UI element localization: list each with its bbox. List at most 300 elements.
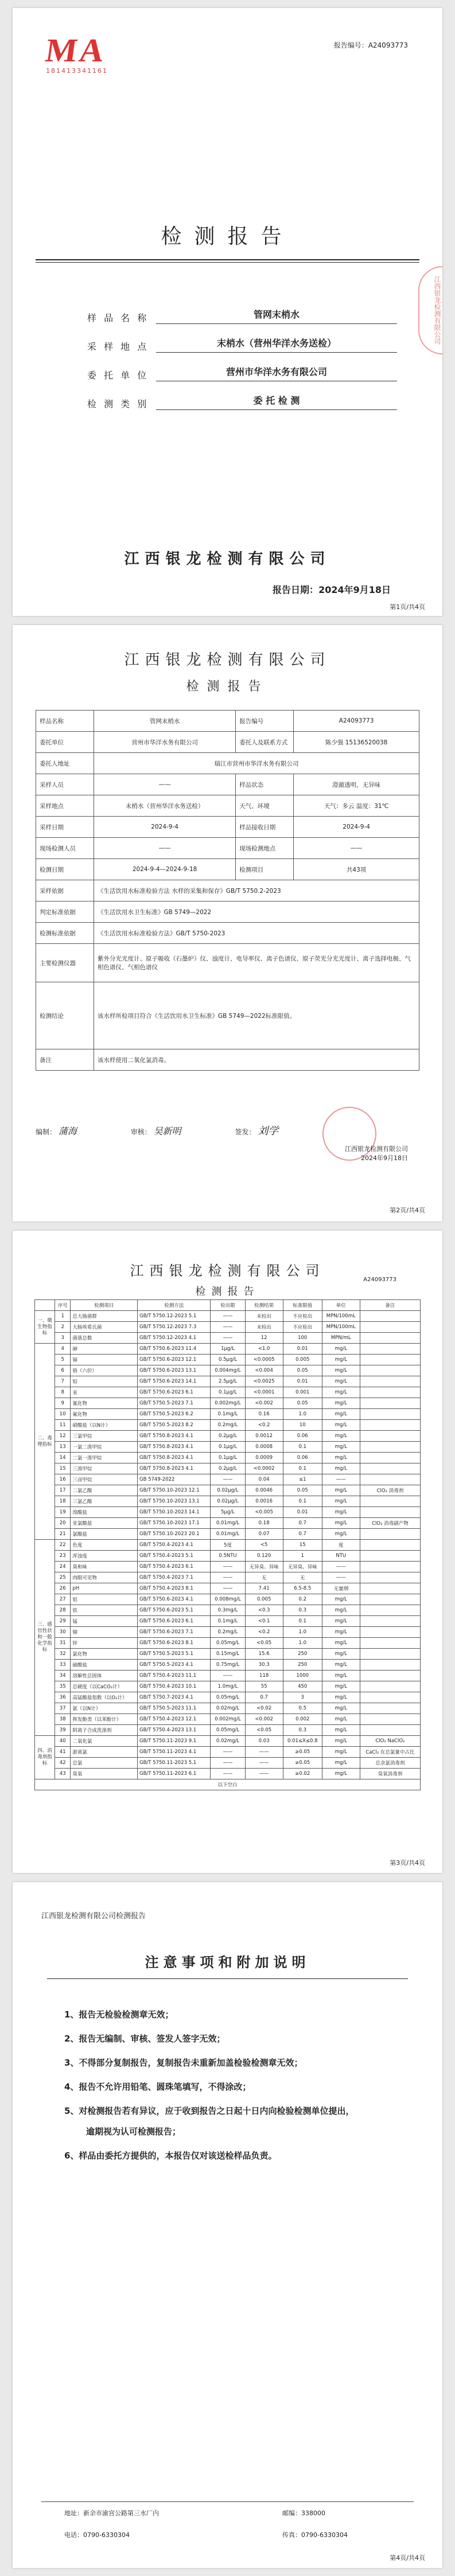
side-seal: 江西银龙检测有限公司 <box>418 266 442 354</box>
field-value: 管网末梢水 <box>156 306 397 324</box>
table-cell: mg/L <box>322 1431 360 1442</box>
table-cell: 三氯乙酸 <box>71 1496 138 1507</box>
table-cell: 12 <box>245 1333 283 1344</box>
cell-label: 采样日期 <box>36 817 94 838</box>
table-row <box>36 817 419 838</box>
table-cell: 28 <box>55 1605 71 1616</box>
table-row <box>36 774 419 795</box>
table-cell <box>360 1463 420 1474</box>
report-page-3 <box>13 1231 442 1873</box>
table-cell: 42 <box>55 1758 71 1769</box>
seal-company: 江西银龙检测有限公司 <box>345 1145 408 1153</box>
column-header <box>35 1300 55 1311</box>
table-cell: <0.05 <box>245 1638 283 1649</box>
table-cell: 0.001 <box>283 1387 322 1398</box>
table-cell: 0.01 <box>283 1344 322 1355</box>
field-row <box>87 335 397 354</box>
signer-label: 审核： <box>130 1128 151 1136</box>
signer-signature: 蒲海 <box>58 1126 77 1137</box>
table-cell: 度 <box>322 1540 360 1551</box>
table-cell <box>360 1344 420 1355</box>
table-cell: 氰化物 <box>71 1398 138 1409</box>
cell-value: 陈少强 15136520038 <box>294 732 419 753</box>
report-page-1 <box>13 8 442 616</box>
table-row <box>35 1365 421 1376</box>
table-cell: 0.02mg/L <box>211 1703 245 1714</box>
report-number: A24093773 <box>363 1277 396 1283</box>
cell-label: 判定标准依据 <box>36 901 94 923</box>
phone-label: 电话： <box>64 2531 83 2539</box>
table-row <box>35 1747 421 1758</box>
table-cell: 高锰酸盐指数（以O₂计） <box>71 1692 138 1703</box>
cell-value: 该水样使用二氧化氯消毒。 <box>94 1049 419 1071</box>
table-row <box>35 1398 421 1409</box>
table-cell: <0.0002 <box>245 1463 283 1474</box>
table-cell: 总氯 <box>71 1758 138 1769</box>
report-page-2 <box>13 625 442 1221</box>
table-cell <box>360 1671 420 1681</box>
table-cell: 不应检出 <box>283 1322 322 1333</box>
table-cell: 铜 <box>71 1627 138 1638</box>
table-cell: —— <box>211 1747 245 1758</box>
table-row <box>35 1442 421 1453</box>
table-row <box>36 982 419 1049</box>
table-cell: 24 <box>55 1562 71 1572</box>
field-label: 检 测 类 别 <box>87 399 149 409</box>
table-row <box>35 1779 421 1790</box>
table-cell: 43 <box>55 1769 71 1779</box>
signer-label: 签发： <box>235 1128 256 1136</box>
table-cell: mg/L <box>322 1398 360 1409</box>
table-row <box>35 1681 421 1692</box>
table-row <box>35 1344 421 1355</box>
table-row <box>35 1431 421 1442</box>
cell-label: 主要检测仪器 <box>36 944 94 982</box>
table-cell: 0.0012 <box>245 1431 283 1442</box>
table-cell: 1.0 <box>283 1638 322 1649</box>
table-cell: MPN/100mL <box>322 1311 360 1322</box>
page-title: 检测报告 <box>186 680 269 694</box>
table-cell: —— <box>322 1562 360 1572</box>
table-cell: 0.2μg/L <box>211 1463 245 1474</box>
table-cell <box>360 1605 420 1616</box>
company-header: 江西银龙检测有限公司检测报告 <box>41 1912 146 1921</box>
table-cell: 22 <box>55 1540 71 1551</box>
table-cell: 0.7 <box>283 1529 322 1540</box>
table-row <box>36 753 419 774</box>
report-number <box>334 40 408 50</box>
table-row <box>35 1725 421 1736</box>
table-cell: 0.1 <box>283 1442 322 1453</box>
report-date-label: 报告日期： <box>273 584 319 595</box>
field-value: 营州市华洋水务有限公司 <box>156 364 397 381</box>
table-cell: <5 <box>245 1540 283 1551</box>
cell-label: 现场检测人员 <box>36 838 94 859</box>
table-row <box>36 795 419 817</box>
table-cell: —— <box>322 1572 360 1583</box>
table-row <box>35 1594 421 1605</box>
table-cell: mg/L <box>322 1627 360 1638</box>
cell-value: 该水样所检项目符合《生活饮用水卫生标准》GB 5749—2022标准限值。 <box>94 982 419 1049</box>
sample-info-table <box>36 710 419 1071</box>
column-header: 检测结果 <box>245 1300 283 1311</box>
table-cell: 9 <box>55 1398 71 1409</box>
cell-value: 澄澈透明，无异味 <box>294 774 419 795</box>
table-cell: GB/T 5750.4-2023 10.1 <box>137 1681 210 1692</box>
table-cell: 0.01mg/L <box>211 1518 245 1529</box>
table-cell: GB/T 5750.4-2023 11.1 <box>137 1671 210 1681</box>
table-cell: GB/T 5750.4-2023 4.1 <box>137 1540 210 1551</box>
table-cell: 三卤甲烷 <box>71 1474 138 1485</box>
table-cell <box>360 1529 420 1540</box>
table-cell: 118 <box>245 1671 283 1681</box>
table-cell: 无量纲 <box>322 1583 360 1594</box>
table-row <box>35 1376 421 1387</box>
table-cell: 0.3 <box>283 1605 322 1616</box>
table-cell: 不应检出 <box>283 1311 322 1322</box>
table-cell: 0.02μg/L <box>211 1496 245 1507</box>
table-cell: mg/L <box>322 1355 360 1365</box>
field-label: 采 样 地 点 <box>87 341 149 352</box>
table-cell: mg/L <box>322 1442 360 1453</box>
fax-label: 传真： <box>282 2531 301 2539</box>
footer-fax <box>282 2530 348 2539</box>
page-title: 注意事项和附加说明 <box>145 1954 310 1970</box>
table-cell: <0.002 <box>245 1398 283 1409</box>
table-end-mark: 以下空白 <box>35 1779 421 1790</box>
table-cell: NTU <box>322 1551 360 1562</box>
table-cell: 10 <box>283 1420 322 1431</box>
table-cell: 5度 <box>211 1540 245 1551</box>
cell-value: —— <box>94 838 236 859</box>
table-row <box>35 1420 421 1431</box>
table-cell: 0.75mg/L <box>211 1660 245 1671</box>
table-cell <box>360 1725 420 1736</box>
table-cell: 16 <box>55 1474 71 1485</box>
table-cell <box>360 1387 420 1398</box>
table-cell: mg/L <box>322 1387 360 1398</box>
table-cell: 41 <box>55 1747 71 1758</box>
table-cell: <0.2 <box>245 1420 283 1431</box>
table-cell: GB/T 5750.4-2023 13.1 <box>137 1725 210 1736</box>
table-cell: 无 <box>245 1572 283 1583</box>
table-row <box>36 1049 419 1071</box>
table-cell: —— <box>211 1322 245 1333</box>
table-cell: mg/L <box>322 1671 360 1681</box>
table-cell: 18 <box>55 1496 71 1507</box>
table-cell: mg/L <box>322 1453 360 1463</box>
table-cell: 1 <box>283 1551 322 1562</box>
table-row <box>35 1551 421 1562</box>
table-cell: mg/L <box>322 1616 360 1627</box>
table-cell: 0.02mg/L <box>211 1736 245 1747</box>
table-cell: —— <box>211 1311 245 1322</box>
table-cell <box>360 1453 420 1463</box>
table-cell: GB/T 5750.6-2023 11.4 <box>137 1344 210 1355</box>
table-cell: 35 <box>55 1681 71 1692</box>
table-cell <box>360 1714 420 1725</box>
table-cell: 1.0 <box>283 1627 322 1638</box>
table-row <box>35 1322 421 1333</box>
category-cell: 四、消毒剂指标 <box>35 1736 55 1779</box>
table-cell: GB/T 5750.12-2023 5.1 <box>137 1311 210 1322</box>
table-cell: mg/L <box>322 1496 360 1507</box>
table-cell <box>360 1703 420 1714</box>
table-cell: 0.03 <box>245 1736 283 1747</box>
table-cell: 40 <box>55 1736 71 1747</box>
table-cell: 二氯乙酸 <box>71 1485 138 1496</box>
table-cell <box>360 1583 420 1594</box>
cell-label: 采样依据 <box>36 880 94 901</box>
table-row <box>35 1453 421 1463</box>
table-cell: 色度 <box>71 1540 138 1551</box>
table-cell <box>360 1638 420 1649</box>
table-cell: GB/T 5750.10-2023 13.1 <box>137 1496 210 1507</box>
table-cell: 5μg/L <box>211 1507 245 1518</box>
table-cell: 0.16 <box>245 1409 283 1420</box>
table-cell <box>360 1496 420 1507</box>
table-row <box>35 1660 421 1671</box>
table-cell: 0.01 <box>283 1507 322 1518</box>
field-label: 委 托 单 位 <box>87 370 149 381</box>
table-row <box>36 901 419 923</box>
table-cell: 3 <box>283 1692 322 1703</box>
cell-value: 共43项 <box>294 859 419 880</box>
table-cell <box>360 1333 420 1344</box>
cell-label: 备注 <box>36 1049 94 1071</box>
footer-rule <box>41 2501 414 2502</box>
table-cell: 1.0 <box>283 1409 322 1420</box>
table-cell: 0.1μg/L <box>211 1453 245 1463</box>
table-cell: 0.2mg/L <box>211 1627 245 1638</box>
table-cell: <0.1 <box>245 1616 283 1627</box>
table-cell <box>360 1442 420 1453</box>
table-cell <box>360 1681 420 1692</box>
cell-label: 现场检测地点 <box>236 838 294 859</box>
table-cell: 0.005 <box>283 1355 322 1365</box>
table-cell: 250 <box>283 1660 322 1671</box>
table-cell: mg/L <box>322 1344 360 1355</box>
table-cell: 15 <box>55 1463 71 1474</box>
category-cell: 一、微生物指标 <box>35 1311 55 1344</box>
table-cell: 0.01mg/L <box>211 1529 245 1540</box>
table-cell: GB/T 5750.5-2023 8.2 <box>137 1420 210 1431</box>
table-cell: 0.120 <box>245 1551 283 1562</box>
table-cell: GB/T 5750.6-2023 6.1 <box>137 1616 210 1627</box>
cell-value: 2024-9-4 <box>94 817 236 838</box>
table-cell: mg/L <box>322 1736 360 1747</box>
table-cell: <1.0 <box>245 1344 283 1355</box>
table-cell: 0.002 <box>283 1714 322 1725</box>
table-cell: 大肠埃希氏菌 <box>71 1322 138 1333</box>
table-cell: ClO₂ NaClO₂ <box>360 1736 420 1747</box>
company-name: 江西银龙检测有限公司 <box>124 551 331 568</box>
table-cell: 0.1 <box>283 1463 322 1474</box>
note-item: 4、报告不允许用铅笔、圆珠笔填写，不得涂改； <box>64 2082 251 2092</box>
category-cell: 三、感官性状和一般化学指标 <box>35 1540 55 1736</box>
table-cell: GB/T 5750.6-2023 6.1 <box>137 1387 210 1398</box>
table-cell: GB/T 5750.10-2023 20.1 <box>137 1529 210 1540</box>
table-cell: —— <box>211 1671 245 1681</box>
table-cell: mg/L <box>322 1725 360 1736</box>
table-row <box>35 1409 421 1420</box>
table-cell: GB/T 5750.12-2023 7.3 <box>137 1322 210 1333</box>
table-cell: 21 <box>55 1529 71 1540</box>
table-cell: GB/T 5750.11-2023 9.1 <box>137 1736 210 1747</box>
table-cell: 10 <box>55 1409 71 1420</box>
table-cell: 铁 <box>71 1605 138 1616</box>
table-row <box>35 1485 421 1496</box>
table-cell: 0.1μg/L <box>211 1387 245 1398</box>
table-cell: —— <box>211 1562 245 1572</box>
table-cell: GB/T 5750.4-2023 8.1 <box>137 1583 210 1594</box>
table-cell: <0.02 <box>245 1703 283 1714</box>
table-cell: 29 <box>55 1616 71 1627</box>
table-row <box>35 1692 421 1703</box>
cell-value: 紫外分光光度计、原子吸收（石墨炉）仪、浊度计、电导率仪、离子色谱仪、原子荧光分光光度计、离子选择电极、气相色谱仪、气相色谱仪 <box>94 944 419 982</box>
table-cell: <0.002 <box>245 1714 283 1725</box>
cell-label: 天气、环境 <box>236 795 294 817</box>
cell-label: 检测日期 <box>36 859 94 880</box>
table-cell: 0.05 <box>283 1398 322 1409</box>
table-row <box>35 1736 421 1747</box>
table-cell: ClO₂ 消毒副产物 <box>360 1518 420 1529</box>
cma-number: 181413341161 <box>46 67 108 75</box>
cell-value: 管网末梢水 <box>94 711 236 732</box>
column-header: 检出限 <box>211 1300 245 1311</box>
results-table <box>34 1299 421 1790</box>
cma-logo-text: MA <box>43 32 109 69</box>
table-cell: —— <box>245 1758 283 1769</box>
table-cell: —— <box>245 1769 283 1779</box>
table-cell <box>360 1594 420 1605</box>
table-cell: 二氯一溴甲烷 <box>71 1453 138 1463</box>
table-cell: 0.02μg/L <box>211 1485 245 1496</box>
table-row <box>35 1529 421 1540</box>
signer-signature: 刘学 <box>258 1125 279 1137</box>
postcode-value: 338000 <box>301 2509 325 2517</box>
table-cell: 硝酸盐（以N计） <box>71 1420 138 1431</box>
table-cell: 0.07 <box>245 1529 283 1540</box>
table-row <box>35 1627 421 1638</box>
cell-label: 样品名称 <box>36 711 94 732</box>
table-header-row <box>35 1300 421 1311</box>
table-cell: 0.05 <box>283 1485 322 1496</box>
table-cell: GB/T 5750.5-2023 7.1 <box>137 1398 210 1409</box>
table-cell: 0.3 <box>283 1725 322 1736</box>
table-cell: GB/T 5750.6-2023 7.1 <box>137 1627 210 1638</box>
table-cell: mg/L <box>322 1649 360 1660</box>
cell-value: 《生活饮用水标准检验方法》GB/T 5750-2023 <box>94 923 419 944</box>
cma-logo <box>43 31 143 75</box>
table-cell: 100 <box>283 1333 322 1344</box>
table-cell: 锌 <box>71 1638 138 1649</box>
table-cell: 15 <box>283 1540 322 1551</box>
table-cell: 31 <box>55 1638 71 1649</box>
cell-label: 采样人员 <box>36 774 94 795</box>
column-header: 备注 <box>360 1300 420 1311</box>
table-cell: 0.0009 <box>245 1453 283 1463</box>
table-cell: 锰 <box>71 1616 138 1627</box>
table-cell: 1 <box>55 1311 71 1322</box>
table-cell: 14 <box>55 1453 71 1463</box>
table-cell: 30.3 <box>245 1660 283 1671</box>
table-cell: <0.0025 <box>245 1376 283 1387</box>
page-title: 检测报告 <box>195 1286 260 1298</box>
table-cell: MPN/100mL <box>322 1322 360 1333</box>
cell-value: 《生活饮用水卫生标准》GB 5749—2022 <box>94 901 419 923</box>
table-cell: 450 <box>283 1681 322 1692</box>
field-value: 委 托 检 测 <box>156 392 397 410</box>
table-cell: 臭和味 <box>71 1562 138 1572</box>
table-cell: <0.0001 <box>245 1387 283 1398</box>
cell-label: 样品状态 <box>236 774 294 795</box>
table-cell: ≥0.02 <box>283 1769 322 1779</box>
table-cell: —— <box>211 1333 245 1344</box>
table-row <box>36 711 419 732</box>
table-cell: 铝 <box>71 1594 138 1605</box>
table-cell: 0.0016 <box>245 1496 283 1507</box>
table-cell: pH <box>71 1583 138 1594</box>
table-cell: 0.002mg/L <box>211 1714 245 1725</box>
field-value: 末梢水（营州华洋水务送检） <box>156 335 397 353</box>
cell-value: 瑞江市营州市华洋水务有限公司 <box>94 753 419 774</box>
table-cell: GB/T 5750.11-2023 6.1 <box>137 1769 210 1779</box>
table-cell: —— <box>211 1769 245 1779</box>
table-cell: 总大肠菌群 <box>71 1311 138 1322</box>
table-cell <box>360 1474 420 1485</box>
table-cell: —— <box>211 1758 245 1769</box>
report-number-label: 报告编号： <box>333 41 368 49</box>
table-cell: 汞 <box>71 1387 138 1398</box>
table-cell <box>360 1376 420 1387</box>
note-item: 6、样品由委托方提供的，本报告仅对该送检样品负责。 <box>64 2150 277 2161</box>
table-row <box>35 1540 421 1551</box>
table-cell: mg/L <box>322 1507 360 1518</box>
table-cell: 4 <box>55 1344 71 1355</box>
column-header: 检测项目 <box>71 1300 138 1311</box>
report-page-4 <box>13 1882 442 2568</box>
table-cell: 12 <box>55 1431 71 1442</box>
table-cell: 三氯甲烷 <box>71 1431 138 1442</box>
table-cell: 一氯二溴甲烷 <box>71 1442 138 1453</box>
table-cell: —— <box>245 1747 283 1758</box>
table-cell <box>360 1649 420 1660</box>
signer-label: 编制： <box>36 1128 57 1136</box>
table-cell <box>360 1311 420 1322</box>
table-cell: GB/T 5750.4-2023 5.1 <box>137 1551 210 1562</box>
table-cell: 1.0mg/L <box>211 1681 245 1692</box>
table-cell: GB/T 5750.6-2023 4.1 <box>137 1594 210 1605</box>
table-cell: 19 <box>55 1507 71 1518</box>
table-cell: CaCl₂ 在总氯量中占比 <box>360 1747 420 1758</box>
table-cell: GB/T 5750.10-2023 17.1 <box>137 1518 210 1529</box>
table-cell: 39 <box>55 1725 71 1736</box>
table-cell: 0.5μg/L <box>211 1355 245 1365</box>
table-cell: GB/T 5750.10-2023 12.1 <box>137 1485 210 1496</box>
table-row <box>36 838 419 859</box>
field-row <box>87 364 397 383</box>
table-cell: GB/T 5750.6-2023 8.1 <box>137 1638 210 1649</box>
table-cell: 2.5μg/L <box>211 1376 245 1387</box>
results-body <box>35 1311 421 1790</box>
table-row <box>35 1355 421 1365</box>
cell-value: 营州市华洋水务有限公司 <box>94 732 236 753</box>
fax-value: 0790-6330304 <box>301 2531 348 2539</box>
table-row <box>35 1562 421 1572</box>
table-cell: 11 <box>55 1420 71 1431</box>
table-cell: 34 <box>55 1671 71 1681</box>
